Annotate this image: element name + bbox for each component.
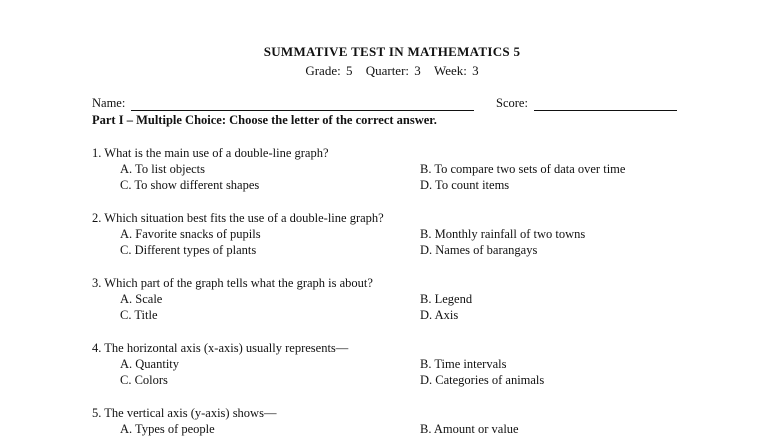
choice-c: C. Colors [120, 373, 168, 387]
choice-b: B. Legend [420, 292, 473, 306]
choice-d: D. Names of barangays [420, 243, 538, 257]
choice-a: A. Scale [120, 292, 163, 306]
choice-d: D. Axis [420, 308, 459, 322]
question-text: 2. Which situation best fits the use of a double-line graph? [92, 211, 384, 225]
choice-a: A. Types of people [120, 422, 215, 436]
choice-b: B. Amount or value [420, 422, 519, 436]
choice-d: D. Categories of animals [420, 373, 545, 387]
choice-a: A. Quantity [120, 357, 180, 371]
choice-b: B. Time intervals [420, 357, 507, 371]
choice-b: B. Monthly rainfall of two towns [420, 227, 586, 241]
test-title: SUMMATIVE TEST IN MATHEMATICS 5 [263, 44, 521, 59]
part-heading: Part I – Multiple Choice: Choose the letter of the correct answer. [92, 113, 437, 127]
question-text: 3. Which part of the graph tells what the graph is about? [92, 276, 373, 290]
score-blank-line[interactable] [534, 98, 677, 111]
choice-c: C. Title [120, 308, 158, 322]
name-blank-line[interactable] [131, 98, 474, 111]
choice-a: A. Favorite snacks of pupils [120, 227, 261, 241]
question-text: 5. The vertical axis (y-axis) shows— [92, 406, 277, 420]
choice-c: C. To show different shapes [120, 178, 260, 192]
score-field [496, 96, 677, 111]
name-label: Name: [92, 96, 126, 110]
score-label: Score: [496, 96, 528, 110]
question-text: 1. What is the main use of a double-line graph? [92, 146, 329, 160]
choice-c: C. Different types of plants [120, 243, 257, 257]
name-field [92, 96, 474, 111]
test-info [0, 63, 784, 79]
grade-label: Grade: 5 [305, 63, 353, 78]
week-label: Week: 3 [434, 63, 479, 78]
choice-d: D. To count items [420, 178, 510, 192]
question-text: 4. The horizontal axis (x-axis) usually represents— [92, 341, 349, 355]
choice-a: A. To list objects [120, 162, 206, 176]
choice-b: B. To compare two sets of data over time [420, 162, 626, 176]
quarter-label: Quarter: 3 [365, 63, 421, 78]
